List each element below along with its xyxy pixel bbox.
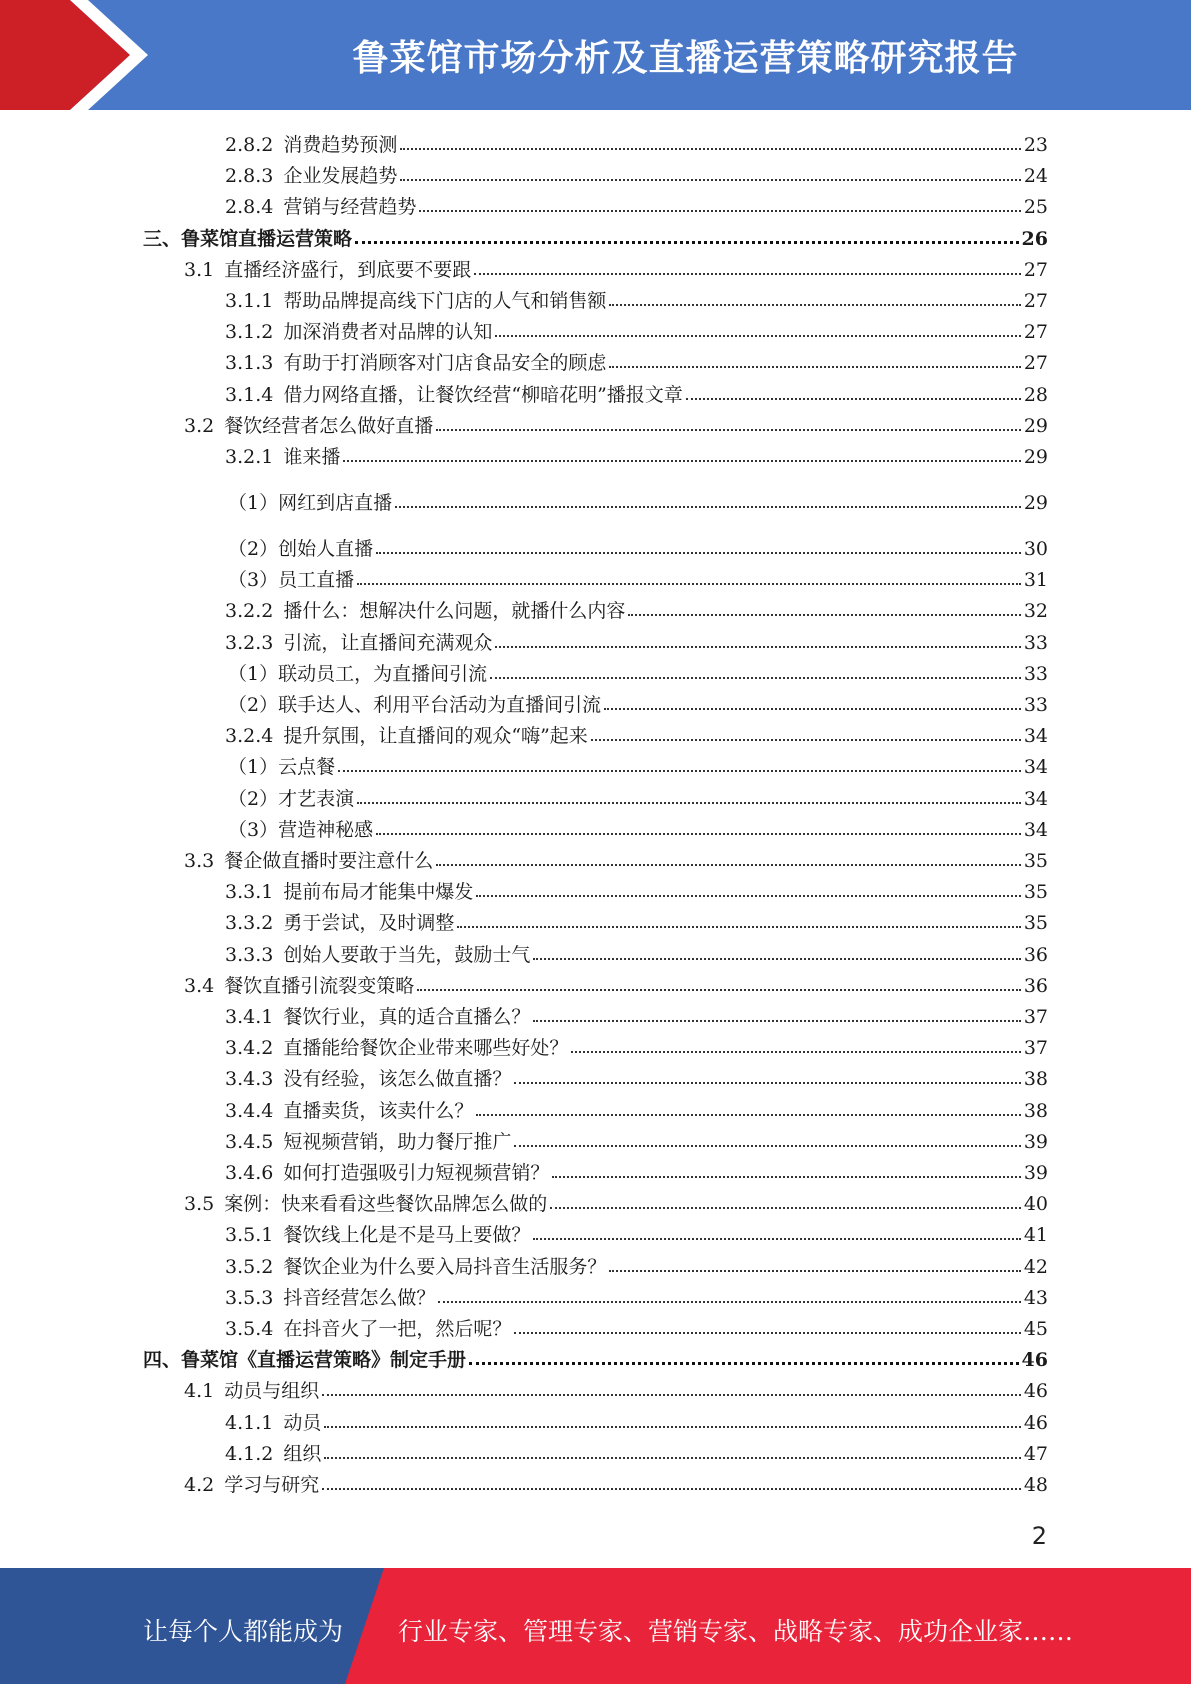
toc-entry-title [225,912,454,934]
toc-entry-page: 34 [1023,725,1048,748]
toc-entry-page: 29 [1023,414,1048,437]
toc-entry-number: 3.4.1 [225,1006,274,1028]
toc-entry-text: 餐饮行业，真的适合直播么？ [283,1006,531,1028]
document-title: 鲁菜馆市场分析及直播运营策略研究报告 [352,38,1019,79]
toc-entry[interactable] [0,750,1048,778]
toc-entry-title [184,975,414,997]
toc-entry-page: 25 [1023,196,1048,219]
toc-entry-text: 加深消费者对品牌的认知 [283,321,493,344]
toc-dot-leader [419,210,1020,212]
toc-entry-title [225,352,606,374]
toc-entry[interactable] [0,1374,1048,1402]
toc-dot-leader [533,958,1020,960]
toc-entry[interactable] [0,1218,1048,1246]
toc-entry-number: 3.1.4 [225,383,274,406]
toc-entry-text: 案例：快来看看这些餐饮品牌怎么做的 [224,1193,548,1216]
toc-entry-page: 37 [1023,1006,1048,1028]
toc-entry-page: 27 [1023,352,1048,375]
toc-dot-leader [436,864,1021,866]
toc-dot-leader [355,241,1019,244]
toc-entry-text: 创始人要敢于当先，鼓励士气 [283,943,531,966]
page-footer [0,1568,1191,1684]
toc-entry[interactable] [0,1031,1048,1059]
toc-entry-title [225,1037,568,1059]
toc-dot-leader [490,677,1021,679]
toc-entry-title [228,756,335,778]
toc-dot-leader [457,926,1020,928]
toc-entry-number: 3.5.2 [225,1255,274,1278]
toc-entry-number: 3.2.2 [225,600,274,623]
toc-entry-page: 27 [1023,321,1048,344]
toc-entry-page: 43 [1023,1286,1048,1309]
toc-entry-number: 3.2.3 [225,631,274,654]
toc-entry-title [225,1318,511,1340]
toc-entry[interactable] [0,1312,1048,1340]
toc-entry[interactable] [0,969,1048,997]
toc-entry-page: 38 [1023,1099,1048,1122]
toc-entry[interactable] [0,1062,1048,1090]
toc-entry-page: 34 [1023,787,1048,810]
toc-dot-leader [591,739,1021,741]
toc-entry-number: 3.2.4 [225,725,274,748]
toc-entry[interactable] [0,1125,1048,1153]
toc-entry-number: 3.4.3 [225,1068,274,1091]
toc-entry-text: 餐饮直播引流裂变策略 [224,974,415,997]
toc-entry-number: 3.4.5 [225,1130,274,1153]
toc-dot-leader [324,1457,1020,1459]
toc-entry-title [225,196,416,218]
toc-entry-text: （3）员工直播 [228,569,355,592]
toc-entry[interactable] [0,1094,1048,1122]
toc-entry-text: （1）云点餐 [228,756,336,779]
toc-entry-title [225,600,625,622]
toc-entry[interactable] [0,875,1048,903]
toc-entry-page: 35 [1023,912,1048,935]
toc-entry-page: 38 [1023,1068,1048,1091]
toc-dot-leader [514,1082,1020,1084]
toc-entry-number: 3.5.1 [225,1224,274,1247]
toc-entry-text: 三、鲁菜馆直播运营策略 [143,227,353,250]
toc-entry[interactable] [0,844,1048,872]
toc-entry-title [225,165,397,187]
toc-entry[interactable] [0,563,1048,591]
toc-entry-page: 36 [1023,974,1048,997]
toc-dot-leader [469,1362,1019,1365]
toc-entry-number: 3.4.2 [225,1037,274,1060]
toc-entry-title [228,663,487,685]
page-header [0,0,1191,110]
toc-entry-title [225,1224,530,1246]
toc-entry-title [225,290,606,312]
toc-entry-title [228,569,354,591]
toc-entry-page: 37 [1023,1037,1048,1060]
toc-entry-page: 33 [1023,694,1048,716]
toc-entry-number: 3.3.3 [225,943,274,966]
toc-entry[interactable] [0,378,1048,406]
toc-entry-number: 3.5.4 [225,1318,274,1340]
toc-entry-page: 32 [1023,600,1048,623]
toc-dot-leader [571,1051,1020,1053]
toc-dot-leader [322,1488,1021,1490]
toc-entry-number: 3.1 [184,258,215,281]
toc-entry-title [225,881,473,903]
toc-entry-text: 在抖音火了一把，然后呢？ [283,1318,512,1340]
page-number: 2 [1031,1522,1047,1550]
toc-entry-page: 23 [1023,134,1048,156]
toc-dot-leader [376,833,1021,835]
toc-entry-page: 33 [1023,631,1048,654]
toc-entry[interactable] [0,1000,1048,1028]
toc-dot-leader [533,1238,1020,1240]
toc-dot-leader [400,148,1020,150]
toc-dot-leader [322,1394,1021,1396]
toc-entry[interactable] [0,1187,1048,1215]
toc-entry-page: 46 [1023,1380,1048,1403]
toc-entry-text: 直播卖货，该卖什么？ [283,1099,474,1122]
toc-dot-leader [400,179,1020,181]
toc-entry-text: 借力网络直播，让餐饮经营“柳暗花明”播报文章 [283,383,683,406]
toc-dot-leader [604,708,1021,710]
toc-entry[interactable] [0,782,1048,810]
toc-entry-text: 短视频营销，助力餐厅推广 [283,1130,512,1153]
toc-dot-leader [324,1426,1020,1428]
toc-dot-leader [357,802,1021,804]
toc-entry-title [184,415,433,437]
toc-entry-title [225,1256,606,1278]
toc-dot-leader [495,335,1020,337]
toc-entry-text: （2）创始人直播 [228,538,374,560]
toc-entry-number: 3.2.1 [225,446,274,468]
toc-entry-title [184,1474,319,1496]
toc-entry-title [225,134,397,156]
toc-entry-text: 帮助品牌提高线下门店的人气和销售额 [283,290,607,312]
toc-entry-title [225,384,683,406]
toc-entry-number: 3.4.4 [225,1099,274,1122]
toc-entry[interactable] [0,159,1048,187]
toc-dot-leader [474,273,1021,275]
toc-entry[interactable] [0,657,1048,685]
toc-entry-title [225,1162,549,1184]
toc-entry-text: （1）网红到店直播 [228,492,393,514]
toc-entry-page: 42 [1023,1255,1048,1278]
toc-entry-text: 谁来播 [283,446,341,468]
toc-dot-leader [514,1145,1020,1147]
toc-entry-text: 没有经验，该怎么做直播？ [283,1068,512,1091]
toc-entry[interactable] [0,1343,1048,1371]
toc-entry-text: 直播能给餐饮企业带来哪些好处？ [283,1037,569,1060]
toc-entry[interactable] [0,1468,1048,1496]
toc-dot-leader [338,770,1021,772]
toc-entry[interactable] [0,906,1048,934]
toc-entry-page: 41 [1023,1224,1048,1247]
toc-entry-text: 营销与经营趋势 [283,196,417,219]
toc-dot-leader [417,989,1021,991]
toc-entry-page: 31 [1023,569,1048,592]
toc-entry-page: 39 [1023,1162,1048,1184]
toc-dot-leader [550,1207,1021,1209]
toc-entry-title [228,788,354,810]
toc-entry[interactable] [0,253,1048,281]
toc-entry-page: 34 [1023,818,1048,841]
toc-entry-title [225,446,340,468]
toc-entry-title [184,1380,319,1402]
toc-entry-text: （2）才艺表演 [228,787,355,810]
toc-entry[interactable] [0,128,1048,156]
toc-entry[interactable] [0,486,1048,514]
toc-entry[interactable] [0,346,1048,374]
toc-entry-text: 餐饮企业为什么要入局抖音生活服务？ [283,1255,607,1278]
toc-entry-page: 33 [1023,662,1048,685]
toc-entry-text: 四、鲁菜馆《直播运营策略》制定手册 [143,1349,467,1372]
toc-entry-number: 3.1.1 [225,290,274,312]
toc-entry-title [225,1006,530,1028]
toc-entry-page: 27 [1023,258,1048,281]
footer-slogan-right: 行业专家、管理专家、营销专家、战略专家、成功企业家…… [398,1617,1074,1646]
toc-entry-text: 勇于尝试，及时调整 [283,912,455,935]
toc-entry-page: 34 [1023,756,1048,779]
toc-entry-number: 3.3 [184,850,215,872]
toc-entry-text: 企业发展趋势 [283,165,398,188]
toc-entry-title [225,321,492,343]
toc-entry-text: 学习与研究 [224,1474,320,1496]
toc-entry-title [143,1349,466,1371]
toc-entry-text: （3）营造神秘感 [228,818,374,841]
toc-entry-page: 48 [1023,1474,1048,1496]
toc-entry-text: 提前布局才能集中爆发 [283,881,474,904]
toc-entry-text: 组织 [283,1442,322,1465]
toc-entry-text: 动员与组织 [224,1380,320,1403]
toc-entry-text: 直播经济盛行，到底要不要跟 [224,258,472,281]
toc-entry-title [225,944,530,966]
toc-entry[interactable] [0,284,1048,312]
toc-entry-number: 3.1.2 [225,321,274,344]
toc-entry[interactable] [0,594,1048,622]
toc-entry[interactable] [0,409,1048,437]
toc-entry[interactable] [0,1437,1048,1465]
toc-entry[interactable] [0,813,1048,841]
toc-entry[interactable] [0,440,1048,468]
toc-entry-title [225,1131,511,1153]
toc-entry-page: 39 [1023,1130,1048,1153]
toc-entry-page: 46 [1023,1411,1048,1434]
toc-entry-text: 餐饮线上化是不是马上要做？ [283,1224,531,1247]
toc-entry-text: 提升氛围，让直播间的观众“嗨”起来 [283,725,588,748]
toc-entry-title [228,538,373,560]
toc-entry[interactable] [0,688,1048,716]
toc-entry-title [225,1100,473,1122]
toc-entry-page: 30 [1023,538,1048,560]
toc-entry-page: 45 [1023,1318,1048,1340]
toc-entry-number: 4.2 [184,1474,215,1496]
toc-entry-title [184,1193,547,1215]
toc-entry-page: 29 [1023,492,1048,514]
toc-entry-number: 3.5 [184,1193,215,1216]
toc-entry-title [184,259,471,281]
toc-entry-page: 47 [1023,1442,1048,1465]
toc-dot-leader [514,1332,1020,1334]
toc-dot-leader [495,646,1020,648]
toc-entry[interactable] [0,719,1048,747]
toc-entry-number: 3.2 [184,414,215,437]
toc-entry-title [228,819,373,841]
toc-entry-text: 有助于打消顾客对门店食品安全的顾虑 [283,352,607,375]
toc-entry[interactable] [0,626,1048,654]
toc-entry[interactable] [0,222,1048,250]
toc-entry-page: 35 [1023,850,1048,872]
toc-entry-text: 餐饮经营者怎么做好直播 [224,414,434,437]
toc-entry-number: 3.1.3 [225,352,274,375]
toc-dot-leader [343,460,1020,462]
toc-entry-number: 3.3.2 [225,912,274,935]
toc-entry-title [225,1412,321,1434]
footer-slogan-left: 让每个人都能成为 [143,1617,344,1646]
toc-entry-number: 3.5.3 [225,1286,274,1309]
toc-entry-page: 28 [1023,383,1048,406]
toc-entry-page: 35 [1023,881,1048,904]
toc-entry-page: 29 [1023,446,1048,468]
toc-dot-leader [609,304,1020,306]
toc-dot-leader [552,1176,1020,1178]
toc-dot-leader [686,398,1021,400]
toc-dot-leader [628,614,1020,616]
toc-entry[interactable] [0,1156,1048,1184]
toc-entry-number: 2.8.2 [225,134,274,156]
toc-entry-text: 播什么：想解决什么问题，就播什么内容 [283,600,626,623]
toc-entry-page: 46 [1021,1349,1048,1372]
toc-entry[interactable] [0,315,1048,343]
toc-entry-title [143,228,352,250]
toc-entry[interactable] [0,190,1048,218]
toc-entry-title [225,1443,321,1465]
toc-entry-page: 36 [1023,943,1048,966]
toc-entry[interactable] [0,1406,1048,1434]
toc-entry-number: 4.1.2 [225,1442,274,1465]
toc-entry-number: 4.1 [184,1380,215,1403]
toc-dot-leader [533,1020,1020,1022]
toc-dot-leader [438,1301,1020,1303]
toc-entry-title [225,1068,511,1090]
toc-dot-leader [395,506,1021,508]
toc-entry-text: 餐企做直播时要注意什么 [224,850,434,872]
toc-entry-text: 引流，让直播间充满观众 [283,631,493,654]
toc-entry-number: 3.4 [184,974,215,997]
toc-entry-text: 抖音经营怎么做？ [283,1286,436,1309]
toc-entry-text: 动员 [283,1411,322,1434]
toc-dot-leader [476,1114,1020,1116]
toc-entry-title [228,694,601,716]
toc-entry[interactable] [0,1281,1048,1309]
toc-dot-leader [476,895,1020,897]
toc-entry-text: （1）联动员工，为直播间引流 [228,662,488,685]
toc-entry-number: 2.8.4 [225,196,274,219]
toc-entry-number: 4.1.1 [225,1411,274,1434]
toc-entry-title [225,725,588,747]
toc-entry-number: 2.8.3 [225,165,274,188]
toc-entry-number: 3.4.6 [225,1162,274,1184]
toc-dot-leader [436,429,1021,431]
toc-entry-text: （2）联手达人、利用平台活动为直播间引流 [228,694,602,716]
toc-entry-page: 26 [1021,227,1048,250]
toc-entry-text: 消费趋势预测 [283,134,398,156]
toc-entry-page: 24 [1023,165,1048,188]
toc-entry-page: 27 [1023,290,1048,312]
toc-entry-text: 如何打造强吸引力短视频营销？ [283,1162,550,1184]
toc-entry[interactable] [0,938,1048,966]
toc-entry-title [225,632,492,654]
toc-dot-leader [376,552,1021,554]
toc-entry[interactable] [0,1250,1048,1278]
toc-entry-title [184,850,433,872]
toc-entry-number: 3.3.1 [225,881,274,904]
toc-dot-leader [609,366,1020,368]
toc-dot-leader [357,583,1021,585]
toc-entry[interactable] [0,532,1048,560]
toc-entry-page: 40 [1023,1193,1048,1216]
toc-dot-leader [609,1270,1020,1272]
toc-entry-title [225,1287,435,1309]
toc-entry-title [228,492,392,514]
